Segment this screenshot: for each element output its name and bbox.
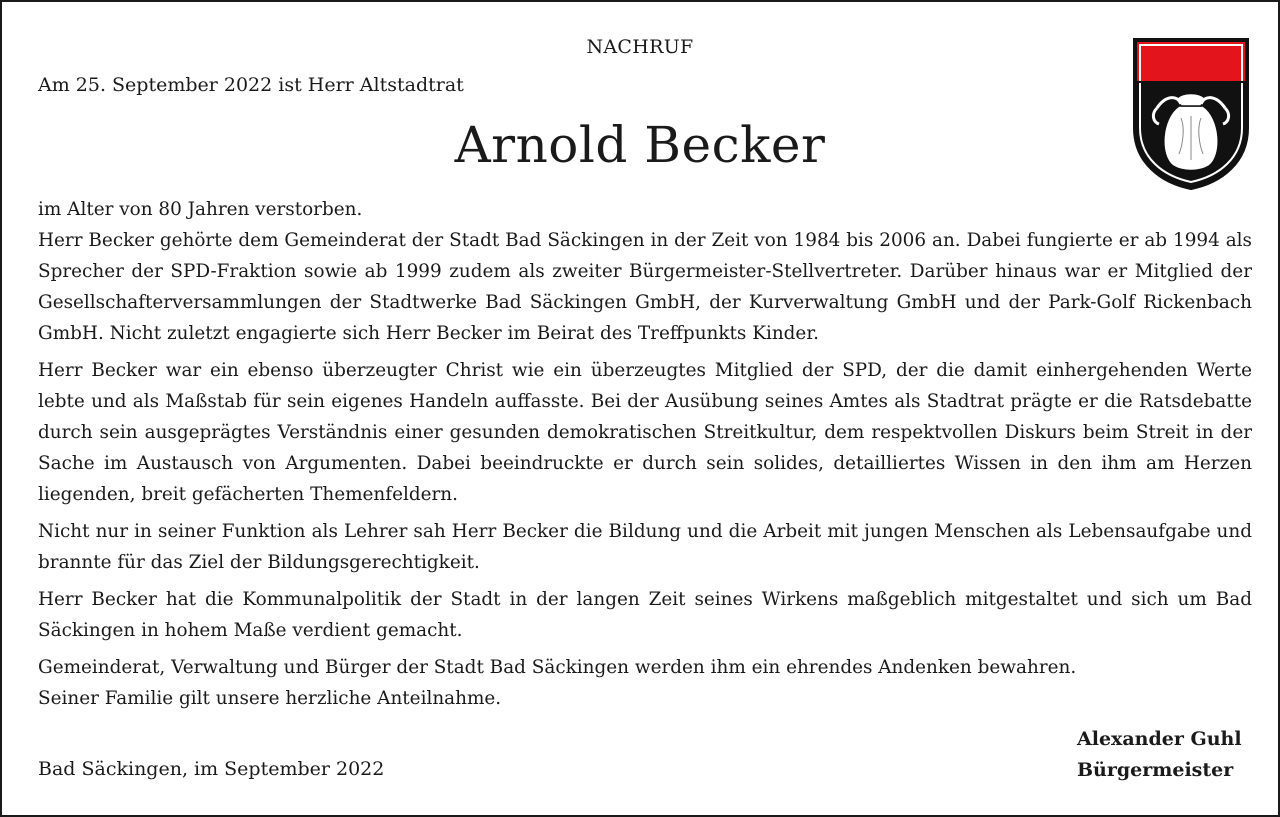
paragraph-education: Nicht nur in seiner Funktion als Lehrer sah Herr Becker die Bildung und die Arbeit mit jungen Menschen als Lebensaufgabe und brannte für das Ziel der Bildungsgerechtigkeit. (38, 521, 1252, 573)
paragraph-age: im Alter von 80 Jahren verstorben. (38, 199, 363, 220)
place-date: Bad Säckingen, im September 2022 (38, 758, 385, 780)
coat-of-arms-icon (1131, 36, 1251, 192)
paragraph-merits: Herr Becker hat die Kommunalpolitik der Stadt in der langen Zeit seines Wirkens maßgeblich mitgestaltet und sich um Bad Säckingen in hohem Maße verdient gemacht. (38, 589, 1252, 641)
paragraph-character: Herr Becker war ein ebenso überzeugter Christ wie ein überzeugtes Mitglied der SPD, der die damit einhergehenden Werte lebte und als Maßstab für sein eigenes Handeln auffasste. Bei der Ausübung seines Amtes als Stadtrat prägte er die Ratsdebatte durch sein ausgeprägtes Verständnis einer gesunden demokratischen Streitkultur, dem respektvollen Diskurs beim Streit in der Sache im Austausch von Argumenten. Dabei beeindruckte er durch sein solides, detailliertes Wissen in den ihm am Herzen liegenden, breit gefächerten Themenfeldern. (38, 360, 1252, 505)
paragraph-remembrance: Gemeinderat, Verwaltung und Bürger der Stadt Bad Säckingen werden ihm ein ehrendes Andenken bewahren. (38, 657, 1077, 678)
signature-block (1077, 724, 1242, 786)
paragraph-condolence: Seiner Familie gilt unsere herzliche Anteilnahme. (38, 688, 502, 709)
paragraph-career: Herr Becker gehörte dem Gemeinderat der Stadt Bad Säckingen in der Zeit von 1984 bis 2006 an. Dabei fungierte er ab 1994 als Sprecher der SPD-Fraktion sowie ab 1999 zudem als zweiter Bürgermeister-Stellvertreter. Darüber hinaus war er Mitglied der Gesellschafterversammlungen der Stadtwerke Bad Säckingen GmbH, der Kurverwaltung GmbH und der Park-Golf Rickenbach GmbH. Nicht zuletzt engagierte sich Herr Becker im Beirat des Treffpunkts Kinder. (38, 230, 1252, 344)
signer-title: Bürgermeister (1077, 759, 1234, 781)
notice-heading: NACHRUF (586, 36, 694, 58)
deceased-name: Arnold Becker (454, 116, 826, 174)
crest-red-band (1131, 36, 1251, 82)
intro-line: Am 25. September 2022 ist Herr Altstadtrat (38, 74, 464, 96)
notice-body (38, 194, 1252, 714)
signer-name: Alexander Guhl (1077, 728, 1242, 750)
